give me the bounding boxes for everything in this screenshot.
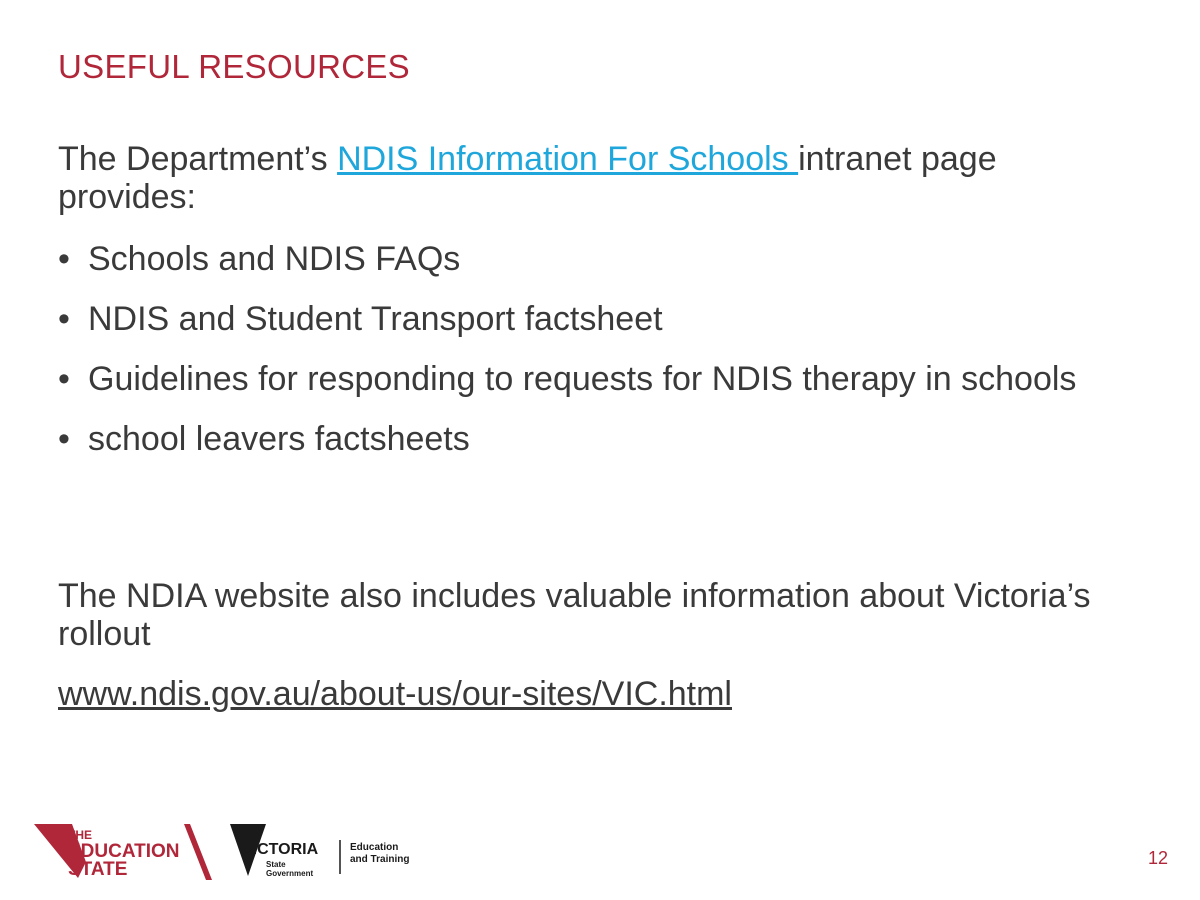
victoria-sub2: Government <box>266 869 314 878</box>
intro-text-before: The Department’s <box>58 140 338 178</box>
footer-logos <box>34 820 454 884</box>
department-line2: and Training <box>350 854 410 865</box>
ndis-info-for-schools-link[interactable]: NDIS Information For Schools <box>337 140 799 178</box>
list-item <box>58 300 1118 338</box>
ndis-vic-url-link[interactable]: www.ndis.gov.au/about-us/our-sites/VIC.html <box>58 675 732 713</box>
intro-paragraph <box>58 140 1118 216</box>
list-item-text: Schools and NDIS FAQs <box>88 240 461 278</box>
education-state-stroke-icon <box>184 824 212 880</box>
bullet-icon: • <box>58 360 70 398</box>
list-item <box>58 360 1118 398</box>
list-item-text: NDIS and Student Transport factsheet <box>88 300 663 338</box>
department-line1: Education <box>350 842 399 853</box>
bullet-icon: • <box>58 300 70 338</box>
education-state-logo <box>34 824 212 880</box>
education-state-line1: THE <box>68 828 92 842</box>
bullet-icon: • <box>58 240 70 278</box>
resource-list <box>58 240 1118 480</box>
education-state-line2: EDUCATION <box>68 841 180 862</box>
list-item <box>58 420 1118 458</box>
bullet-icon: • <box>58 420 70 458</box>
victoria-government-logo <box>230 824 409 878</box>
intro-text-after: intranet page provides: <box>58 140 997 216</box>
victoria-sub1: State <box>266 860 286 869</box>
ndia-paragraph: The NDIA website also includes valuable information about Victoria’s rollout <box>58 577 1091 653</box>
list-item-text: Guidelines for responding to requests for NDIS therapy in schools <box>88 360 1077 398</box>
page-number: 12 <box>1148 848 1169 868</box>
slide-title: USEFUL RESOURCES <box>58 48 410 85</box>
victoria-wordmark: VICTORIA <box>242 841 319 858</box>
education-state-line3: STATE <box>68 859 128 880</box>
list-item <box>58 240 1118 278</box>
list-item-text: school leavers factsheets <box>88 420 470 458</box>
